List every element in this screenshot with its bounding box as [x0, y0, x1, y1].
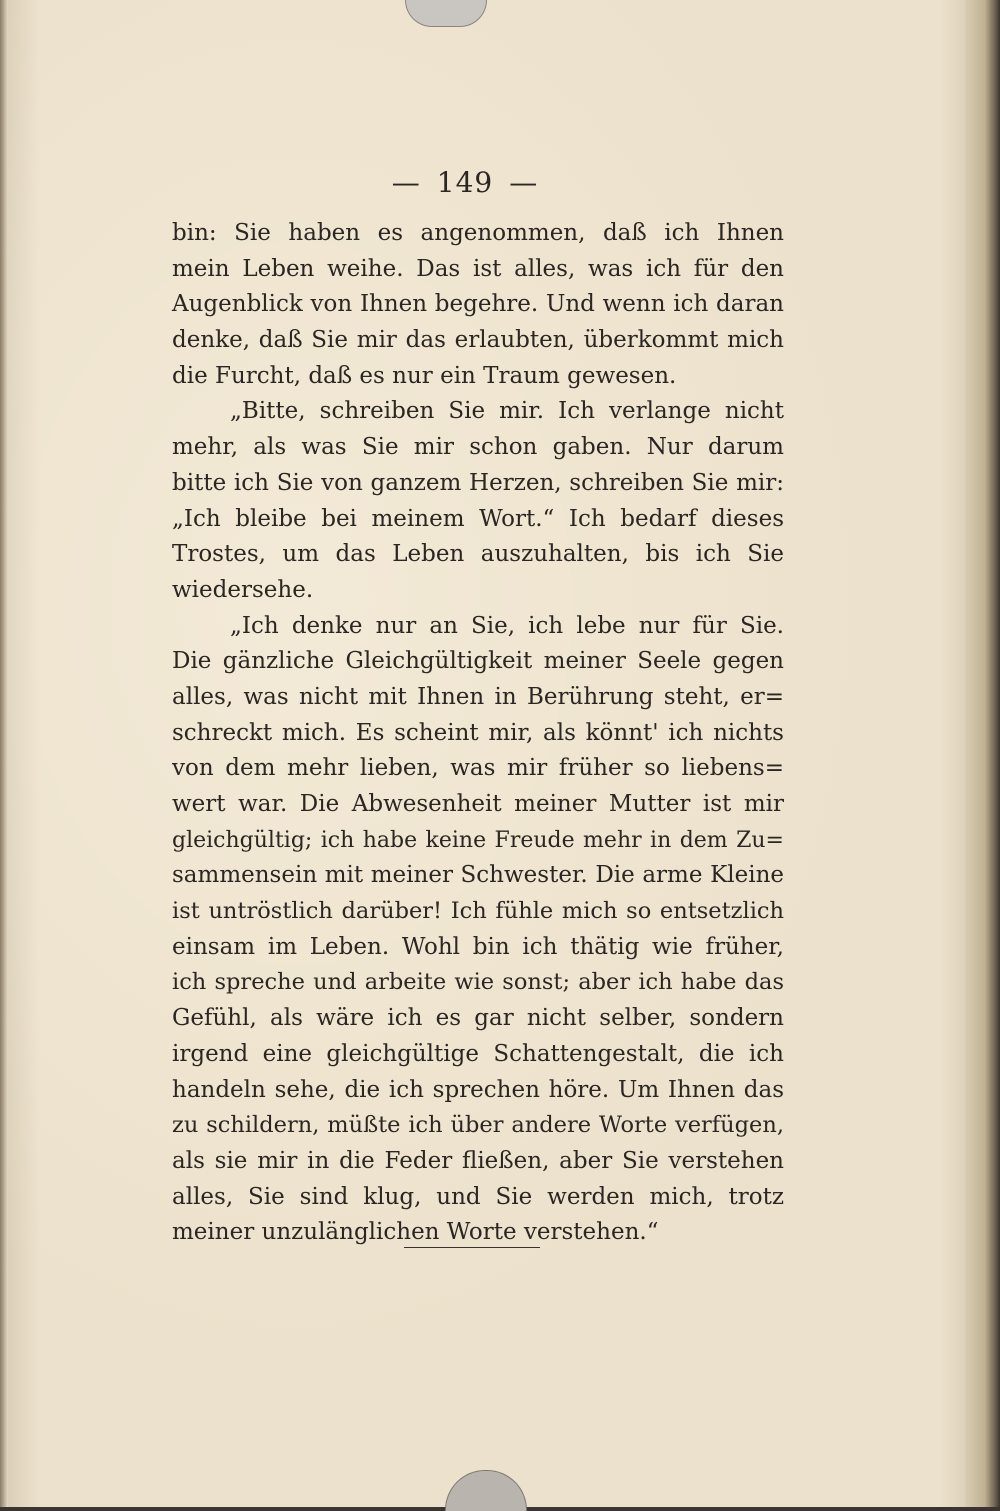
text-line: wert war. Die Abwesenheit meiner Mutter ist mir — [172, 791, 784, 817]
text-line: alles, Sie sind klug, und Sie werden mich, trotz — [172, 1183, 784, 1210]
text-line: meiner unzulänglichen Worte verstehen.“ — [172, 1219, 659, 1246]
text-line: „Ich denke nur an Sie, ich lebe nur für Sie. — [230, 612, 784, 639]
body-text — [172, 216, 784, 1251]
text-line: Gefühl, als wäre ich es gar nicht selber, sondern — [172, 1005, 784, 1032]
text-line: „Bitte, schreiben Sie mir. Ich verlange nicht — [230, 398, 784, 425]
text-line: sammensein mit meiner Schwester. Die arme Kleine — [172, 862, 784, 889]
text-line: gleichgültig; ich habe keine Freude mehr in dem Zu= — [172, 827, 784, 853]
page-number: 149 — [436, 166, 494, 199]
section-end-rule — [404, 1247, 540, 1248]
text-line: ist untröstlich darüber! Ich fühle mich so entsetzlich — [172, 898, 784, 925]
text-line: Die gänzliche Gleichgültigkeit meiner Seele gegen — [172, 648, 784, 675]
text-line: mehr, als was Sie mir schon gaben. Nur darum — [172, 434, 784, 461]
text-line: handeln sehe, die ich sprechen höre. Um Ihnen das — [172, 1076, 784, 1103]
header-dash-left: — — [391, 166, 421, 199]
text-line: mein Leben weihe. Das ist alles, was ich für den — [172, 255, 784, 282]
text-line: bitte ich Sie von ganzem Herzen, schreiben Sie mir: — [172, 469, 784, 496]
page-header — [0, 166, 930, 199]
text-line: ich spreche und arbeite wie sonst; aber ich habe das — [172, 969, 784, 996]
text-line: wiedersehe. — [172, 576, 314, 603]
text-line: irgend eine gleichgültige Schattengestalt, die ich — [172, 1040, 784, 1067]
text-line: zu schildern, müßte ich über andere Worte verfügen, — [172, 1112, 784, 1139]
header-dash-right: — — [509, 166, 539, 199]
text-line: von dem mehr lieben, was mir früher so liebens= — [172, 755, 784, 782]
text-line: einsam im Leben. Wohl bin ich thätig wie früher, — [172, 933, 784, 960]
page-binding — [0, 0, 8, 1507]
bottom-page-clip — [445, 1470, 527, 1511]
text-line: alles, was nicht mit Ihnen in Berührung steht, er= — [172, 683, 784, 710]
text-line: als sie mir in die Feder fließen, aber Sie verstehen — [172, 1147, 784, 1174]
text-line: bin: Sie haben es angenommen, daß ich Ihnen — [172, 220, 784, 246]
text-line: die Furcht, daß es nur ein Traum gewesen. — [172, 362, 677, 389]
page-edge — [965, 0, 1000, 1507]
text-line: schreckt mich. Es scheint mir, als könnt' ich nichts — [172, 719, 784, 746]
text-line: Augenblick von Ihnen begehre. Und wenn ich daran — [172, 291, 784, 318]
top-page-clip — [405, 0, 487, 27]
text-line: „Ich bleibe bei meinem Wort.“ Ich bedarf dieses — [172, 505, 784, 532]
text-line: denke, daß Sie mir das erlaubten, überkommt mich — [172, 327, 784, 354]
text-line: Trostes, um das Leben auszuhalten, bis ich Sie — [172, 541, 784, 568]
